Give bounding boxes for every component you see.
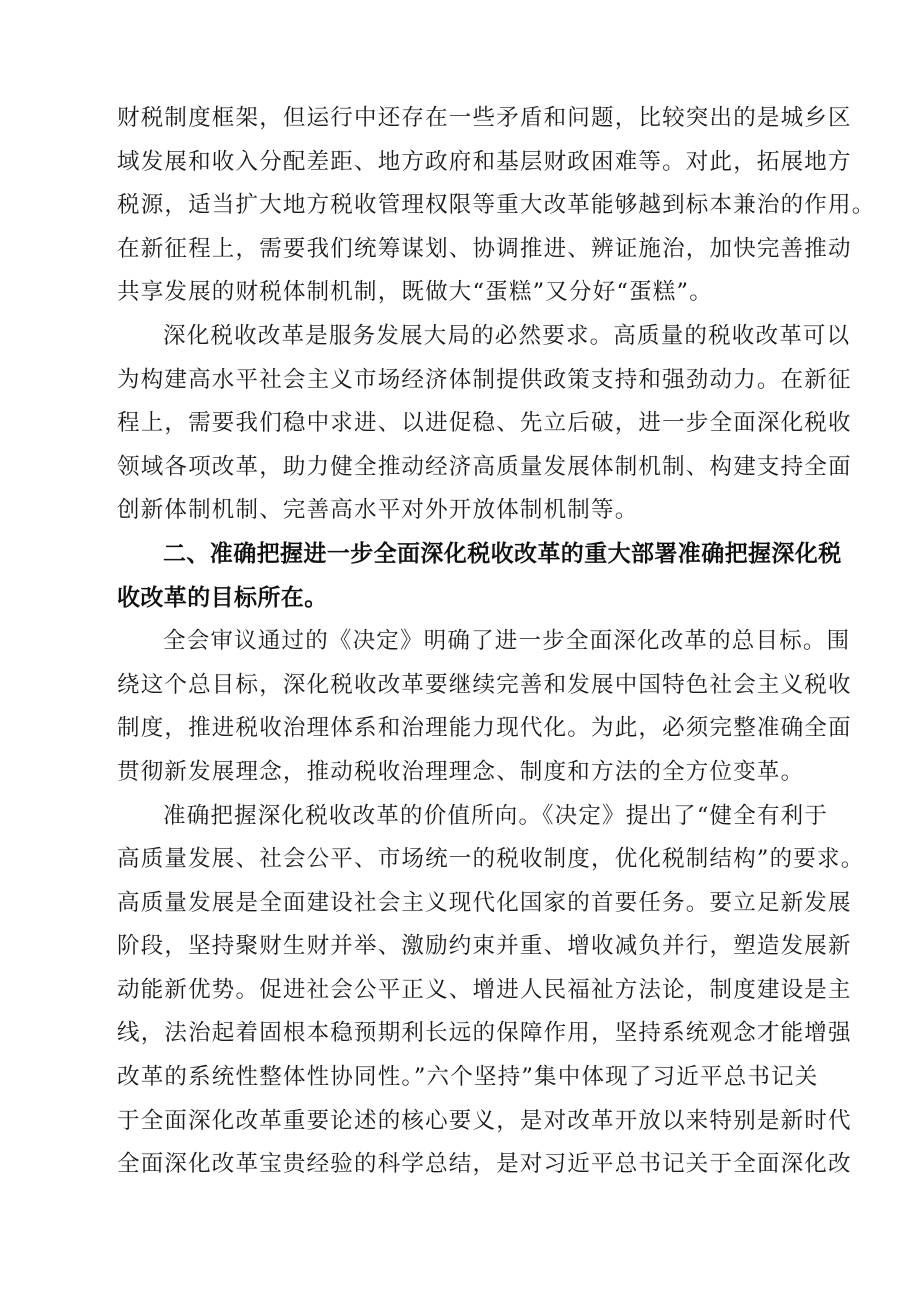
paragraph-line: 全面深化改革宝贵经验的科学总结，是对习近平总书记关于全面深化改: [117, 1151, 852, 1178]
paragraph-line: 制度，推进税收治理体系和治理能力现代化。为此，必须完整准确全面: [117, 715, 852, 742]
paragraph-line: 高质量发展是全面建设社会主义现代化国家的首要任务。要立足新发展: [117, 889, 852, 916]
document-body: [117, 97, 876, 1187]
paragraph-line: 为构建高水平社会主义市场经济体制提供政策支持和强劲动力。在新征: [117, 366, 852, 393]
paragraph-line: 绕这个总目标，深化税收改革要继续完善和发展中国特色社会主义税收: [117, 671, 852, 698]
paragraph-line: 领域各项改革，助力健全推动经济高质量发展体制机制、构建支持全面: [117, 453, 852, 480]
paragraph-line: 改革的系统性整体性协同性。”六个坚持”集中体现了习近平总书记关: [117, 1064, 819, 1091]
paragraph-line: 高质量发展、社会公平、市场统一的税收制度，优化税制结构”的要求。: [117, 846, 865, 873]
paragraph-line: 准确把握深化税收改革的价值所向。《决定》提出了“健全有利于: [163, 802, 829, 829]
section-heading-line: 收改革的目标所在。: [117, 584, 328, 611]
paragraph-line: 全会审议通过的《决定》明确了进一步全面深化改革的总目标。围: [163, 628, 851, 655]
paragraph-line: 动能新优势。促进社会公平正义、增进人民福祉方法论，制度建设是主: [117, 976, 852, 1003]
paragraph-line: 在新征程上，需要我们统筹谋划、协调推进、辨证施治，加快完善推动: [117, 235, 852, 262]
paragraph-line: 阶段，坚持聚财生财并举、激励约束并重、增收减负并行，塑造发展新: [117, 933, 852, 960]
paragraph-line: 财税制度框架，但运行中还存在一些矛盾和问题，比较突出的是城乡区: [117, 105, 852, 131]
paragraph-line: 程上，需要我们稳中求进、以进促稳、先立后破，进一步全面深化税收: [117, 410, 852, 437]
paragraph-line: 于全面深化改革重要论述的核心要义，是对改革开放以来特别是新时代: [117, 1107, 852, 1134]
paragraph-line: 贯彻新发展理念，推动税收治理理念、制度和方法的全方位变革。: [117, 758, 805, 785]
paragraph-line: 深化税收改革是服务发展大局的必然要求。高质量的税收改革可以: [163, 322, 851, 349]
paragraph-line: 共享发展的财税体制机制，既做大“蛋糕”又分好“蛋糕”。: [117, 279, 713, 306]
paragraph-line: 域发展和收入分配差距、地方政府和基层财政困难等。对此，拓展地方: [117, 148, 852, 175]
paragraph-line: 创新体制机制、完善高水平对外开放体制机制等。: [117, 497, 639, 524]
paragraph-line: 税源，适当扩大地方税收管理权限等重大改革能够越到标本兼治的作用。: [117, 192, 876, 219]
paragraph-line: 线，法治起着固根本稳预期利长远的保障作用，坚持系统观念才能增强: [117, 1020, 852, 1047]
section-heading-line: 二、准确把握进一步全面深化税收改革的重大部署准确把握深化税: [163, 540, 842, 567]
